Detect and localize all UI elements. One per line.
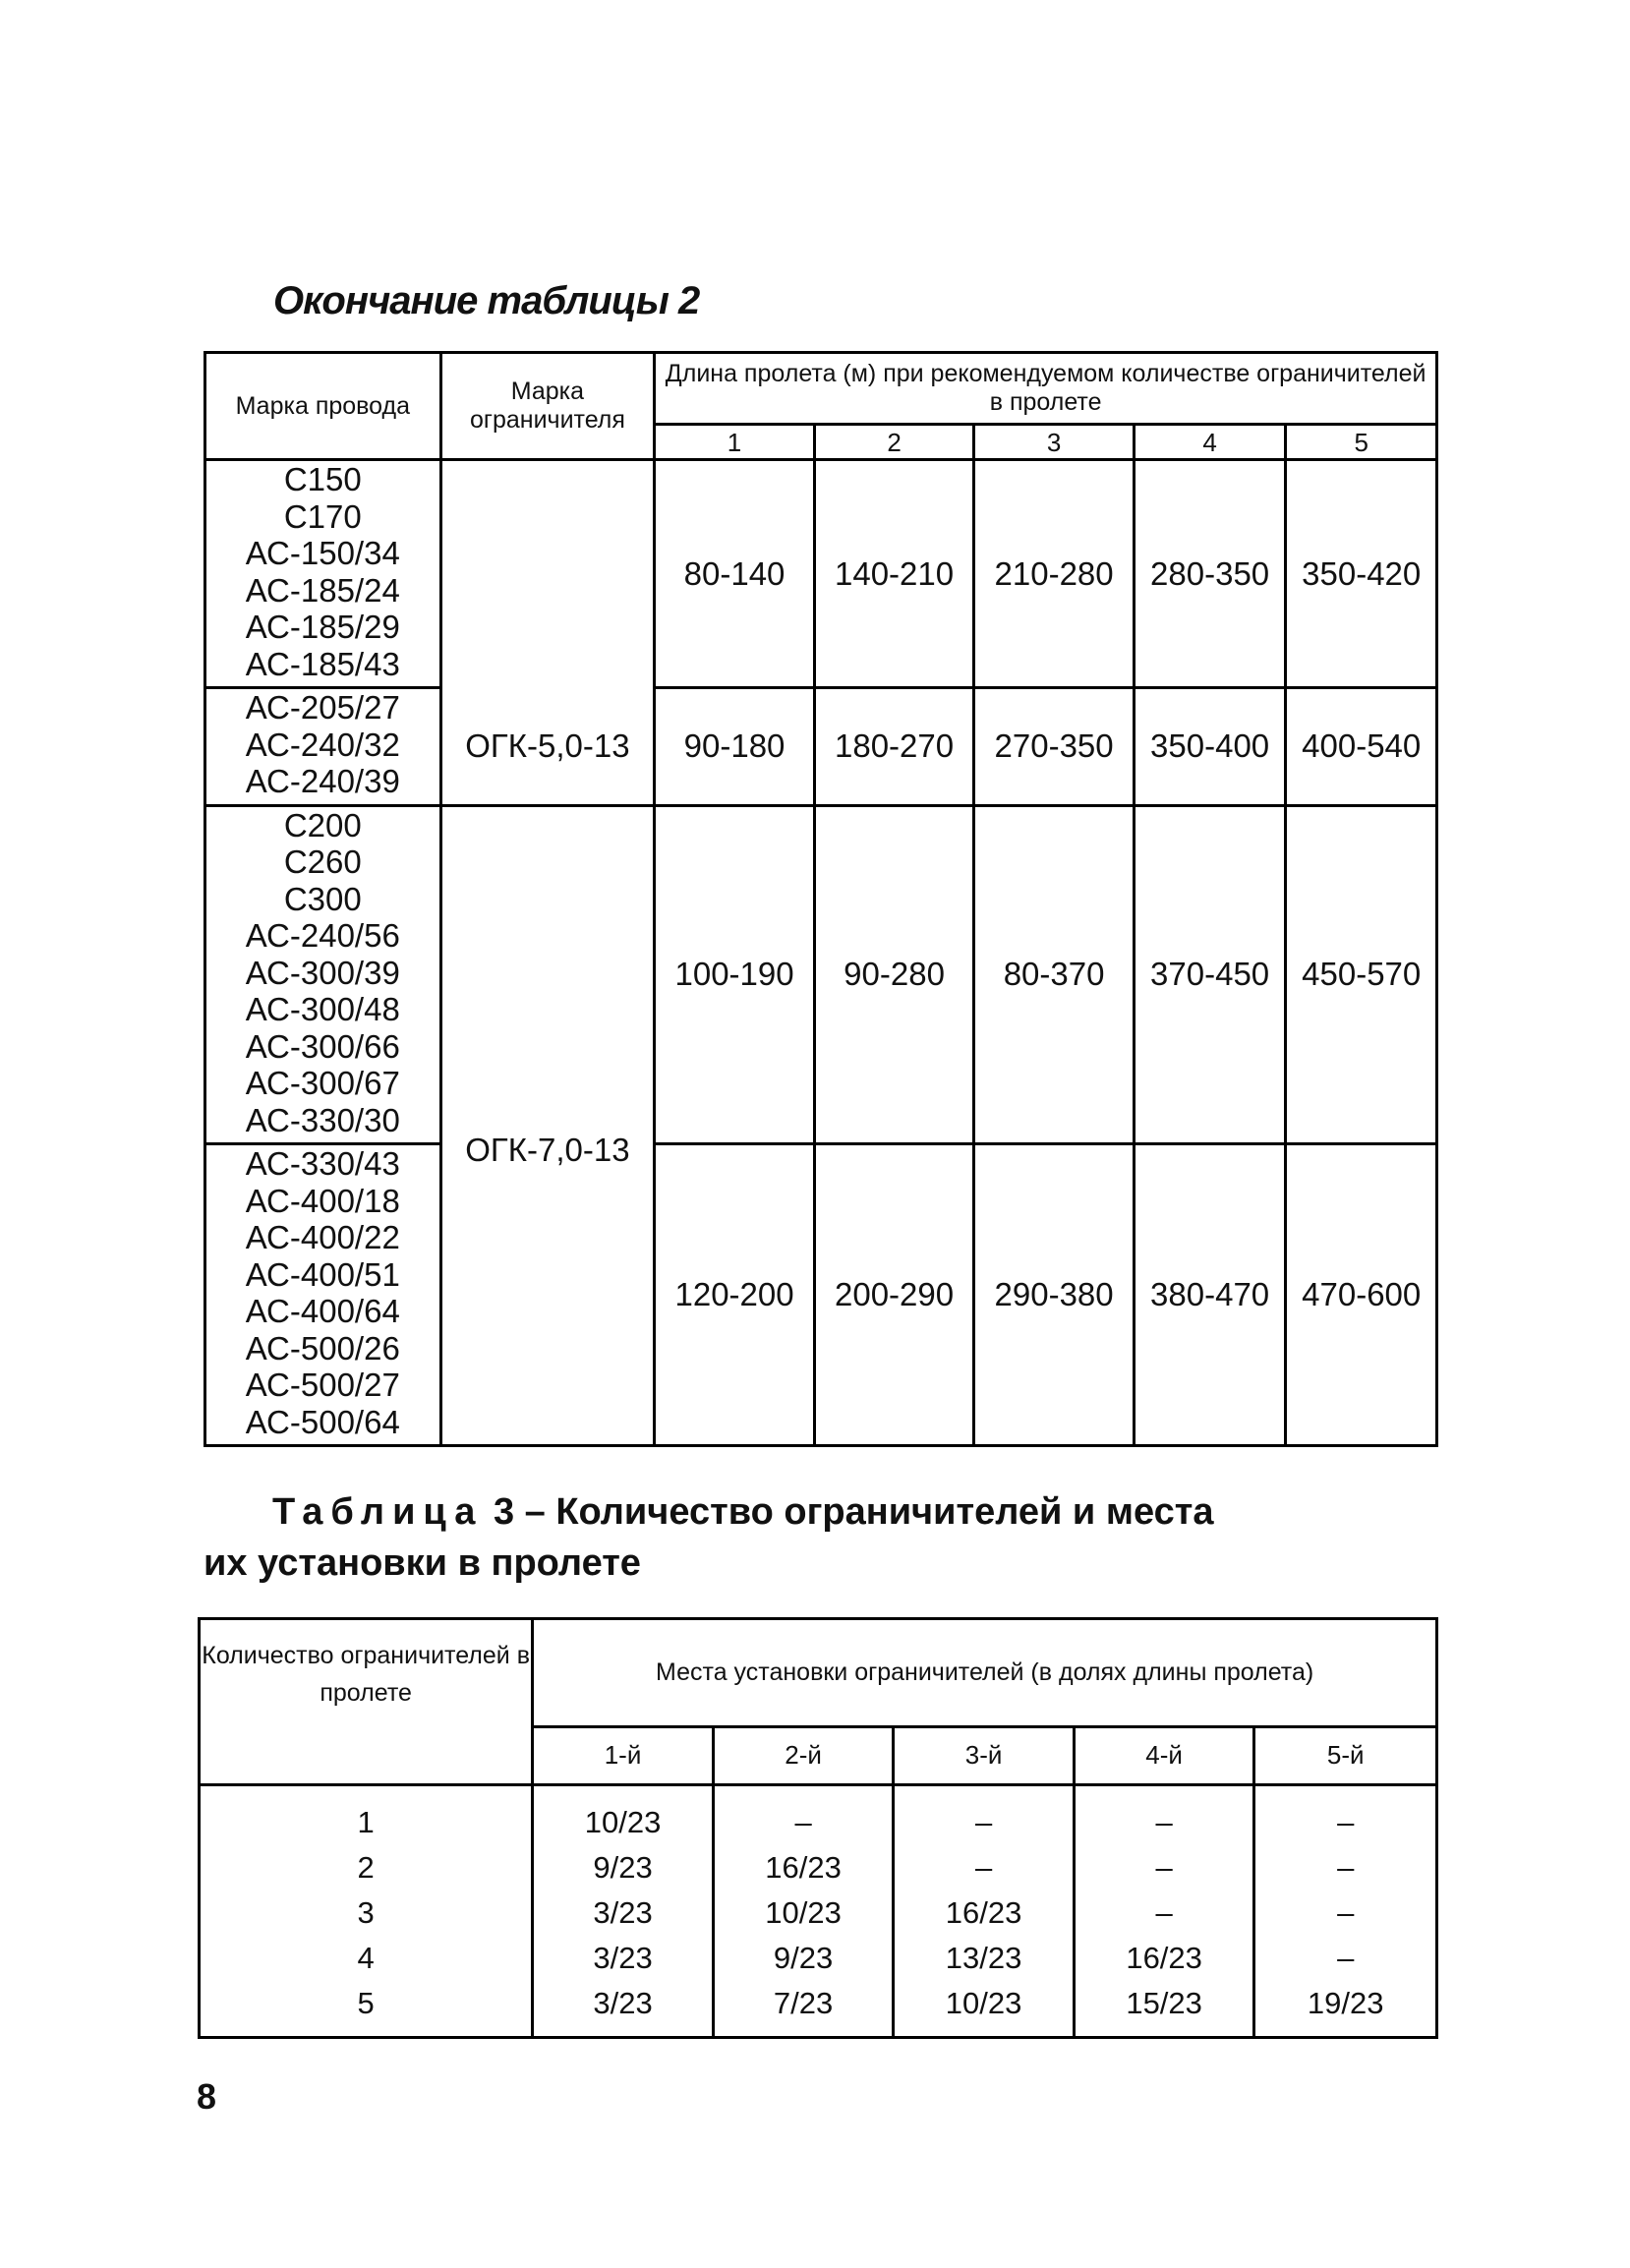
position-value: 10/23	[894, 1981, 1075, 2038]
wire-brand: АС-150/34	[245, 535, 400, 571]
wire-brand: АС-300/67	[245, 1065, 400, 1101]
limiter-count: 4	[200, 1936, 533, 1981]
position-value: 9/23	[713, 1936, 894, 1981]
wire-brand: С200	[283, 806, 362, 843]
wire-brand: АС-400/18	[245, 1182, 400, 1219]
limiter-count: 1	[200, 1785, 533, 1846]
wire-brand: АС-240/56	[245, 917, 400, 954]
position-value: 15/23	[1074, 1981, 1254, 2038]
position-value: 9/23	[533, 1845, 714, 1890]
limiter-count: 5	[200, 1981, 533, 2038]
wire-brand: АС-330/30	[245, 1101, 400, 1138]
header-count-2: 2	[814, 425, 974, 460]
wire-list	[205, 688, 441, 806]
table-row	[200, 1936, 1437, 1981]
wire-list	[205, 1144, 441, 1446]
position-value: 3/23	[533, 1890, 714, 1936]
header-count-4: 4	[1134, 425, 1286, 460]
span-value: 450-570	[1286, 805, 1437, 1144]
span-value: 120-200	[655, 1144, 815, 1446]
position-value: –	[894, 1785, 1075, 1846]
header-position-5: 5-й	[1254, 1726, 1437, 1784]
span-value: 270-350	[974, 688, 1135, 806]
wire-brand: АС-300/39	[245, 954, 400, 991]
position-value: –	[1254, 1936, 1437, 1981]
limiter-brand: ОГК-7,0-13	[440, 805, 655, 1446]
header-position-4: 4-й	[1074, 1726, 1254, 1784]
header-count-3: 3	[974, 425, 1135, 460]
wire-brand: АС-400/51	[245, 1255, 400, 1293]
table-row	[200, 1785, 1437, 1846]
wire-list	[205, 805, 441, 1144]
position-value: –	[1254, 1845, 1437, 1890]
span-value: 280-350	[1134, 460, 1286, 688]
header-limiter-count: Количество ограничителей в пролете	[200, 1619, 533, 1785]
span-value: 380-470	[1134, 1144, 1286, 1446]
wire-brand: С300	[283, 880, 362, 917]
wire-brand: С150	[283, 461, 362, 497]
position-value: –	[1254, 1785, 1437, 1846]
wire-brand: С170	[283, 497, 362, 535]
table3-title-rest: 3 – Количество ограничителей и места	[493, 1491, 1214, 1533]
wire-brand: АС-185/29	[245, 609, 400, 645]
wire-brand: АС-185/43	[245, 645, 400, 682]
wire-brand: АС-400/64	[245, 1293, 400, 1329]
span-value: 100-190	[655, 805, 815, 1144]
table-row	[200, 1845, 1437, 1890]
position-value: –	[1254, 1890, 1437, 1936]
span-value: 180-270	[814, 688, 974, 806]
header-install-places: Места установки ограничителей (в долях длины пролета)	[533, 1619, 1437, 1727]
table3	[198, 1617, 1438, 2039]
position-value: 19/23	[1254, 1981, 1437, 2038]
limiter-count: 3	[200, 1890, 533, 1936]
position-value: –	[1074, 1890, 1254, 1936]
wire-brand: АС-500/64	[245, 1403, 400, 1440]
wire-brand: АС-240/39	[245, 763, 400, 799]
table-row	[200, 1981, 1437, 2038]
position-value: 10/23	[533, 1785, 714, 1846]
wire-brand: АС-300/48	[245, 991, 400, 1027]
wire-brand: АС-185/24	[245, 571, 400, 609]
header-count-5: 5	[1286, 425, 1437, 460]
header-count-1: 1	[655, 425, 815, 460]
wire-brand: АС-400/22	[245, 1219, 400, 1255]
limiter-brand: ОГК-5,0-13	[440, 460, 655, 806]
position-value: 3/23	[533, 1981, 714, 2038]
table3-title-lead: Таблица	[272, 1491, 484, 1533]
page-number: 8	[197, 2076, 217, 2117]
wire-brand: АС-330/43	[245, 1145, 400, 1182]
header-position-1: 1-й	[533, 1726, 714, 1784]
header-span-length: Длина пролета (м) при рекомендуемом количестве ограничителей в пролете	[655, 353, 1437, 425]
position-value: –	[713, 1785, 894, 1846]
span-value: 90-180	[655, 688, 815, 806]
header-wire-brand: Марка провода	[205, 353, 441, 460]
wire-brand: С260	[283, 843, 362, 880]
header-position-2: 2-й	[713, 1726, 894, 1784]
span-value: 290-380	[974, 1144, 1135, 1446]
wire-brand: АС-240/32	[245, 726, 400, 763]
span-value: 470-600	[1286, 1144, 1437, 1446]
table3-title-line2: их установки в пролете	[204, 1542, 641, 1584]
position-value: 7/23	[713, 1981, 894, 2038]
span-value: 140-210	[814, 460, 974, 688]
header-position-3: 3-й	[894, 1726, 1075, 1784]
wire-list	[205, 460, 441, 688]
header-limiter-brand: Марка ограничителя	[440, 353, 655, 460]
position-value: –	[1074, 1785, 1254, 1846]
span-value: 370-450	[1134, 805, 1286, 1144]
wire-brand: АС-300/66	[245, 1027, 400, 1065]
position-value: –	[894, 1845, 1075, 1890]
span-value: 200-290	[814, 1144, 974, 1446]
table-row	[200, 1890, 1437, 1936]
wire-brand: АС-500/26	[245, 1329, 400, 1367]
span-value: 90-280	[814, 805, 974, 1144]
span-value: 400-540	[1286, 688, 1437, 806]
position-value: 16/23	[894, 1890, 1075, 1936]
position-value: –	[1074, 1845, 1254, 1890]
span-value: 210-280	[974, 460, 1135, 688]
position-value: 16/23	[713, 1845, 894, 1890]
table3-title	[204, 1486, 1442, 1589]
span-value: 350-400	[1134, 688, 1286, 806]
wire-brand: АС-205/27	[245, 689, 400, 726]
table2	[204, 351, 1438, 1447]
wire-brand: АС-500/27	[245, 1367, 400, 1403]
position-value: 16/23	[1074, 1936, 1254, 1981]
position-value: 13/23	[894, 1936, 1075, 1981]
position-value: 10/23	[713, 1890, 894, 1936]
table2-title: Окончание таблицы 2	[273, 279, 700, 322]
span-value: 80-140	[655, 460, 815, 688]
span-value: 80-370	[974, 805, 1135, 1144]
span-value: 350-420	[1286, 460, 1437, 688]
limiter-count: 2	[200, 1845, 533, 1890]
position-value: 3/23	[533, 1936, 714, 1981]
